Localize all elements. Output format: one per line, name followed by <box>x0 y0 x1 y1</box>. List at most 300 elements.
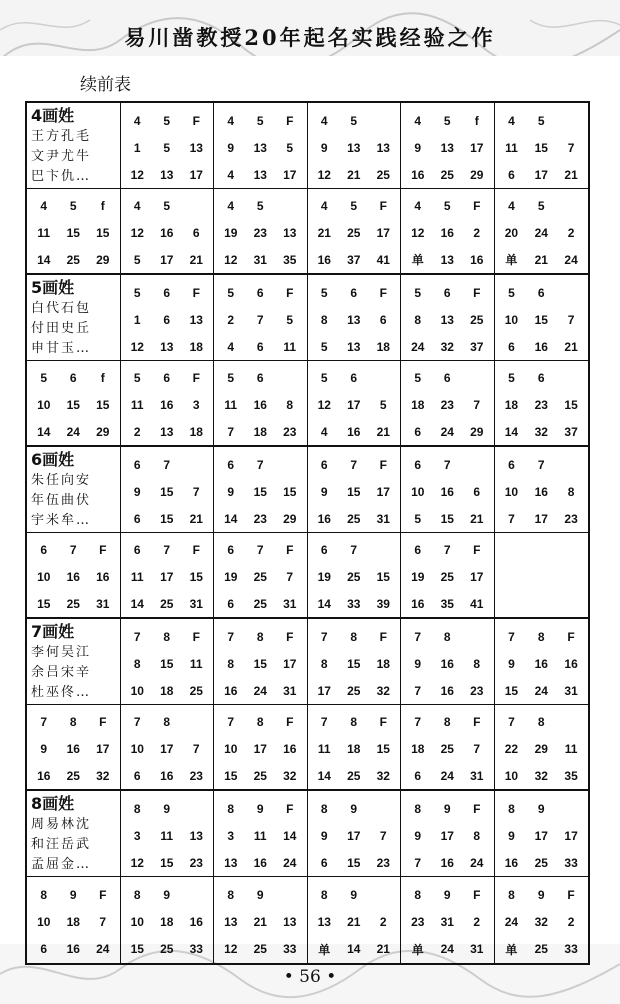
stroke-combination-cell <box>495 361 589 445</box>
table-row <box>27 103 588 189</box>
stroke-combination-cell <box>27 705 121 789</box>
stroke-combination-cell <box>121 533 215 617</box>
stroke-value: 18 <box>411 397 425 412</box>
stroke-value: 14 <box>317 596 331 611</box>
stroke-value: 16 <box>96 569 110 584</box>
stroke-value: 8 <box>537 629 545 644</box>
stroke-value: 2 <box>473 914 481 929</box>
stroke-combination-cell <box>308 447 402 532</box>
stroke-value: 6 <box>163 312 171 327</box>
stroke-value: 6 <box>256 371 264 386</box>
stroke-value: 16 <box>470 252 484 267</box>
stroke-combination-cell <box>27 533 121 617</box>
stroke-value: 6 <box>69 371 77 386</box>
stroke-value: 9 <box>537 801 545 816</box>
stroke-combination-cell <box>495 533 589 617</box>
stroke-value: 35 <box>440 596 454 611</box>
stroke-value: F <box>473 199 481 214</box>
stroke-value: 6 <box>192 225 200 240</box>
stroke-value: 单 <box>411 942 424 957</box>
stroke-value: 32 <box>534 424 548 439</box>
stroke-combination-cell <box>401 361 495 445</box>
stroke-value: 21 <box>189 511 203 526</box>
table-row <box>27 189 588 275</box>
stroke-value: 8 <box>320 801 328 816</box>
stroke-value: 16 <box>564 656 578 671</box>
stroke-value: 4 <box>508 113 515 128</box>
stroke-value: 16 <box>440 225 454 240</box>
stroke-value: 13 <box>347 339 361 354</box>
stroke-value: 6 <box>227 543 235 558</box>
stroke-value: 13 <box>376 140 390 155</box>
stroke-value: 7 <box>256 312 264 327</box>
stroke-value: 25 <box>470 312 484 327</box>
stroke-value: 9 <box>508 828 515 843</box>
stroke-value: 8 <box>320 887 328 902</box>
stroke-value: 22 <box>504 741 519 756</box>
stroke-value: 15 <box>347 484 361 499</box>
stroke-value: 6 <box>320 855 328 870</box>
stroke-value: 25 <box>253 596 267 611</box>
stroke-value: 9 <box>414 828 422 843</box>
stroke-value: 31 <box>96 596 110 611</box>
surname-examples: 白代石包 <box>31 301 92 316</box>
surname-examples: 杜巫佟… <box>31 685 92 700</box>
stroke-value: 7 <box>414 715 422 730</box>
stroke-value: 16 <box>253 397 267 412</box>
surname-examples: 孟屈金… <box>31 857 92 872</box>
stroke-value: 16 <box>317 252 331 267</box>
stroke-value: 18 <box>189 424 203 439</box>
stroke-combination-cell <box>495 447 588 532</box>
stroke-value: 24 <box>534 225 548 240</box>
surname-group-label <box>27 619 121 704</box>
stroke-combination-cell <box>121 447 215 532</box>
stroke-value: 17 <box>347 828 361 843</box>
stroke-count-title: 4画姓 <box>31 106 75 125</box>
stroke-value: 24 <box>96 942 110 957</box>
stroke-combination-cell <box>121 705 215 789</box>
stroke-value: 16 <box>37 768 51 783</box>
stroke-value: 4 <box>320 113 328 128</box>
stroke-value: 13 <box>224 914 238 929</box>
stroke-combination-cell <box>214 877 308 963</box>
stroke-value: 2 <box>567 225 575 240</box>
stroke-value: 15 <box>534 312 548 327</box>
stroke-value: 6 <box>414 457 422 472</box>
stroke-value: 16 <box>160 768 174 783</box>
stroke-value: 18 <box>160 683 174 698</box>
stroke-value: 17 <box>564 828 578 843</box>
stroke-value: 16 <box>534 484 548 499</box>
stroke-value: 10 <box>37 569 51 584</box>
stroke-value: 5 <box>508 371 515 386</box>
stroke-value: 21 <box>564 339 578 354</box>
stroke-value: 37 <box>564 424 578 439</box>
stroke-value: 5 <box>163 113 171 128</box>
stroke-value: 25 <box>440 741 454 756</box>
stroke-count-title: 8画姓 <box>31 794 75 813</box>
stroke-value: 12 <box>130 167 144 182</box>
stroke-count-title: 7画姓 <box>31 622 75 641</box>
stroke-value: 5 <box>537 199 545 214</box>
stroke-value: F <box>567 629 575 644</box>
stroke-value: 23 <box>376 855 390 870</box>
stroke-value: 4 <box>414 199 422 214</box>
stroke-value: 5 <box>350 113 358 128</box>
stroke-value: 2 <box>473 225 481 240</box>
stroke-value: 33 <box>283 942 297 957</box>
stroke-value: 6 <box>350 285 358 300</box>
stroke-value: 10 <box>224 741 238 756</box>
stroke-value: 23 <box>253 511 267 526</box>
stroke-value: 15 <box>96 225 110 240</box>
stroke-value: 25 <box>160 596 174 611</box>
stroke-value: 12 <box>130 855 144 870</box>
stroke-combination-cell <box>401 447 495 532</box>
stroke-value: 8 <box>567 484 575 499</box>
stroke-value: 8 <box>350 629 358 644</box>
stroke-value: 14 <box>130 596 144 611</box>
stroke-value: 9 <box>69 887 77 902</box>
stroke-value: 15 <box>253 484 267 499</box>
stroke-value: 5 <box>133 252 141 267</box>
stroke-value: 4 <box>40 199 48 214</box>
stroke-value: 6 <box>443 285 451 300</box>
stroke-count-title: 5画姓 <box>31 278 75 297</box>
stroke-value: 6 <box>379 312 387 327</box>
stroke-value: 9 <box>350 887 358 902</box>
stroke-value: 10 <box>130 914 144 929</box>
table-row <box>27 877 588 963</box>
stroke-value: 25 <box>66 252 80 267</box>
stroke-value: 5 <box>443 113 451 128</box>
stroke-value: 5 <box>320 339 328 354</box>
stroke-value: 9 <box>414 656 422 671</box>
stroke-value: 13 <box>160 339 174 354</box>
stroke-value: 6 <box>414 768 422 783</box>
stroke-value: F <box>286 801 294 816</box>
stroke-value: 3 <box>227 828 235 843</box>
stroke-value: 21 <box>317 225 331 240</box>
stroke-combination-cell <box>121 189 215 273</box>
stroke-combination-cell <box>214 533 308 617</box>
stroke-value: 6 <box>40 543 48 558</box>
stroke-value: 17 <box>160 569 174 584</box>
stroke-value: 8 <box>443 629 451 644</box>
stroke-value: F <box>473 887 481 902</box>
surname-examples: 年伍曲伏 <box>31 493 92 508</box>
stroke-value: 4 <box>227 199 235 214</box>
stroke-value: 14 <box>37 424 51 439</box>
stroke-value: 16 <box>189 914 203 929</box>
stroke-value: 12 <box>224 252 238 267</box>
stroke-value: 10 <box>504 312 519 327</box>
stroke-value: 8 <box>40 887 48 902</box>
stroke-value: 8 <box>286 397 294 412</box>
stroke-combination-cell <box>27 361 121 445</box>
stroke-value: 21 <box>347 167 361 182</box>
stroke-value: 4 <box>414 113 422 128</box>
stroke-value: 17 <box>534 167 548 182</box>
stroke-value: 13 <box>347 140 361 155</box>
stroke-value: 16 <box>224 683 238 698</box>
stroke-value: 8 <box>414 887 422 902</box>
stroke-value: 15 <box>253 656 267 671</box>
stroke-value: 5 <box>227 371 235 386</box>
table-row <box>27 361 588 447</box>
stroke-value: F <box>286 285 294 300</box>
stroke-value: 5 <box>40 371 48 386</box>
stroke-value: 5 <box>227 285 235 300</box>
stroke-value: 24 <box>440 768 454 783</box>
stroke-value: 15 <box>96 397 110 412</box>
stroke-combination-cell <box>121 877 215 963</box>
stroke-value: 33 <box>564 855 578 870</box>
stroke-value: 17 <box>283 167 297 182</box>
stroke-value: 37 <box>470 339 484 354</box>
stroke-value: 29 <box>96 424 110 439</box>
stroke-combination-cell <box>214 791 308 876</box>
stroke-value: 17 <box>376 225 390 240</box>
stroke-value: 7 <box>379 828 387 843</box>
stroke-value: 7 <box>567 140 575 155</box>
stroke-value: 5 <box>256 199 264 214</box>
stroke-combination-cell <box>308 189 402 273</box>
stroke-value: 2 <box>379 914 387 929</box>
table-row <box>27 619 588 705</box>
stroke-value: 18 <box>189 339 203 354</box>
stroke-value: 17 <box>160 252 174 267</box>
stroke-value: 7 <box>350 543 358 558</box>
stroke-value: 16 <box>66 741 80 756</box>
stroke-combination-cell <box>308 877 402 963</box>
stroke-value: 25 <box>66 596 80 611</box>
stroke-value: 16 <box>66 942 80 957</box>
stroke-combination-cell <box>401 705 495 789</box>
stroke-value: 8 <box>256 715 264 730</box>
stroke-value: 16 <box>411 167 425 182</box>
stroke-value: 18 <box>411 741 425 756</box>
stroke-combination-cell <box>401 791 495 876</box>
surname-examples: 周易林沈 <box>31 817 92 832</box>
stroke-value: 8 <box>350 715 358 730</box>
stroke-value: 12 <box>130 339 144 354</box>
stroke-value: 17 <box>534 511 548 526</box>
stroke-value: 17 <box>317 683 331 698</box>
stroke-value: 14 <box>347 942 361 957</box>
stroke-value: 6 <box>320 543 328 558</box>
stroke-combination-cell <box>121 791 215 876</box>
stroke-value: 25 <box>160 942 174 957</box>
stroke-value: F <box>379 457 387 472</box>
stroke-value: 12 <box>224 942 238 957</box>
stroke-value: 25 <box>253 768 267 783</box>
stroke-combination-cell <box>214 447 308 532</box>
stroke-value: 31 <box>470 768 484 783</box>
surname-stroke-table <box>25 101 590 965</box>
stroke-value: 10 <box>37 397 51 412</box>
stroke-value: 16 <box>160 397 174 412</box>
surname-group-label <box>27 791 121 876</box>
stroke-value: 14 <box>504 424 519 439</box>
stroke-value: 24 <box>411 339 425 354</box>
stroke-value: 15 <box>564 397 578 412</box>
surname-examples: 和汪岳武 <box>31 837 92 852</box>
table-row <box>27 533 588 619</box>
stroke-value: 32 <box>534 768 548 783</box>
stroke-value: 15 <box>66 397 80 412</box>
stroke-value: 12 <box>130 225 144 240</box>
stroke-value: 17 <box>534 828 548 843</box>
stroke-combination-cell <box>308 275 402 360</box>
stroke-value: 16 <box>440 855 454 870</box>
stroke-value: 31 <box>564 683 578 698</box>
stroke-value: 7 <box>473 741 481 756</box>
stroke-value: F <box>286 715 294 730</box>
stroke-value: 21 <box>189 252 203 267</box>
stroke-value: 8 <box>256 629 264 644</box>
stroke-value: 6 <box>163 285 171 300</box>
surname-group-label <box>27 447 121 532</box>
stroke-value: 5 <box>133 371 141 386</box>
stroke-value: 11 <box>130 397 144 412</box>
stroke-value: 5 <box>379 397 387 412</box>
stroke-value: 21 <box>470 511 484 526</box>
stroke-value: 37 <box>347 252 361 267</box>
page-number: • 56 • <box>283 967 337 987</box>
table-row <box>27 791 588 877</box>
stroke-value: 25 <box>253 569 267 584</box>
stroke-value: 13 <box>440 312 454 327</box>
stroke-value: 7 <box>40 715 48 730</box>
stroke-value: 5 <box>414 371 422 386</box>
stroke-value: 25 <box>440 569 454 584</box>
stroke-value: 7 <box>443 543 451 558</box>
stroke-value: 10 <box>130 741 144 756</box>
stroke-combination-cell <box>495 705 589 789</box>
stroke-value: 31 <box>253 252 267 267</box>
stroke-value: 9 <box>133 484 141 499</box>
stroke-combination-cell <box>308 103 402 188</box>
stroke-value: 9 <box>40 741 48 756</box>
surname-examples: 朱任向安 <box>31 473 92 488</box>
stroke-value: 32 <box>283 768 297 783</box>
stroke-value: 29 <box>96 252 110 267</box>
stroke-value: 7 <box>350 457 358 472</box>
stroke-value: 9 <box>414 140 422 155</box>
stroke-value: 2 <box>227 312 235 327</box>
stroke-value: 4 <box>227 339 235 354</box>
stroke-value: 6 <box>443 371 451 386</box>
stroke-value: F <box>99 715 107 730</box>
stroke-value: 17 <box>347 397 361 412</box>
stroke-value: 6 <box>537 371 545 386</box>
stroke-value: F <box>473 285 481 300</box>
stroke-value: 6 <box>133 511 141 526</box>
stroke-value: F <box>99 543 107 558</box>
stroke-value: 9 <box>537 887 545 902</box>
stroke-value: 31 <box>470 942 484 957</box>
stroke-value: 11 <box>37 225 51 240</box>
stroke-value: 4 <box>508 199 515 214</box>
stroke-value: 8 <box>443 715 451 730</box>
stroke-value: 14 <box>283 828 297 843</box>
stroke-value: 21 <box>564 167 578 182</box>
stroke-value: 2 <box>567 914 575 929</box>
stroke-value: F <box>379 199 387 214</box>
stroke-value: 15 <box>283 484 297 499</box>
stroke-value: 7 <box>414 683 422 698</box>
stroke-value: 31 <box>376 511 390 526</box>
stroke-value: 29 <box>470 167 484 182</box>
stroke-value: 19 <box>411 569 425 584</box>
stroke-value: F <box>286 113 294 128</box>
stroke-value: 5 <box>320 371 328 386</box>
stroke-combination-cell <box>27 877 121 963</box>
stroke-value: 7 <box>320 629 328 644</box>
stroke-value: 6 <box>537 285 545 300</box>
stroke-value: 33 <box>347 596 361 611</box>
stroke-value: 6 <box>350 371 358 386</box>
stroke-combination-cell <box>401 877 495 963</box>
stroke-value: 单 <box>411 253 424 268</box>
surname-group-label <box>27 275 121 360</box>
surname-examples: 申甘玉… <box>31 341 92 356</box>
stroke-value: 5 <box>414 285 422 300</box>
stroke-value: 16 <box>504 855 519 870</box>
stroke-value: 20 <box>504 225 519 240</box>
stroke-value: 23 <box>411 914 425 929</box>
stroke-value: 32 <box>440 339 454 354</box>
stroke-value: 15 <box>130 942 144 957</box>
stroke-value: 5 <box>69 199 77 214</box>
stroke-value: 24 <box>440 424 454 439</box>
stroke-value: 7 <box>473 397 481 412</box>
stroke-value: 9 <box>227 140 235 155</box>
stroke-value: 9 <box>443 887 451 902</box>
stroke-value: 15 <box>160 484 174 499</box>
stroke-value: 2 <box>133 424 141 439</box>
stroke-value: 21 <box>376 942 390 957</box>
stroke-value: 35 <box>283 252 297 267</box>
stroke-value: 5 <box>163 140 171 155</box>
stroke-value: 11 <box>283 339 297 354</box>
stroke-value: 4 <box>320 199 328 214</box>
stroke-value: 13 <box>283 914 297 929</box>
stroke-value: 14 <box>224 511 238 526</box>
stroke-value: 6 <box>163 371 171 386</box>
stroke-value: 23 <box>440 397 454 412</box>
stroke-value: 41 <box>470 596 484 611</box>
stroke-value: 7 <box>163 457 171 472</box>
stroke-value: 单 <box>318 942 331 957</box>
stroke-value: 41 <box>376 252 390 267</box>
stroke-combination-cell <box>27 189 121 273</box>
stroke-value: 9 <box>320 828 328 843</box>
stroke-value: 25 <box>253 942 267 957</box>
stroke-value: 29 <box>470 424 484 439</box>
stroke-value: 7 <box>69 543 77 558</box>
stroke-value: 16 <box>534 339 548 354</box>
stroke-value: 32 <box>534 914 548 929</box>
stroke-value: 11 <box>253 828 267 843</box>
stroke-value: 18 <box>504 397 519 412</box>
stroke-value: 29 <box>534 741 548 756</box>
stroke-value: 17 <box>283 656 297 671</box>
stroke-value: 11 <box>317 741 331 756</box>
stroke-value: 8 <box>227 887 235 902</box>
